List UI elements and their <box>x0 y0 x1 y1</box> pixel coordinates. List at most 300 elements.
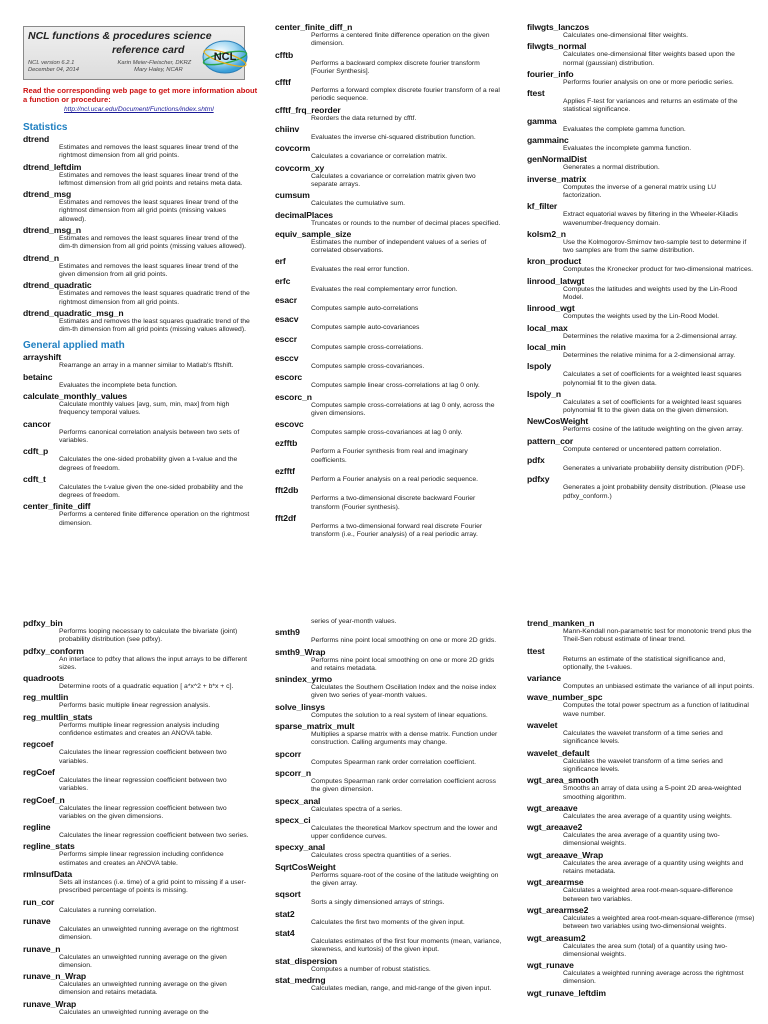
function-description: Computes Spearman rank order correlation coefficient across the given dimension. <box>311 777 496 794</box>
function-name: lspoly <box>527 361 552 372</box>
function-entry <box>275 627 507 645</box>
function-description: Extract equatorial waves by filtering in the Wheeler-Kiladis wavenumber-frequency domain. <box>563 211 738 227</box>
function-description: Calculates a covariance or correlation matrix given two separate arrays. <box>311 172 476 188</box>
function-entry <box>23 897 255 915</box>
function-name: dtrend <box>23 134 50 144</box>
function-description: Computes an unbiased estimate the variance of all input points. <box>563 683 755 691</box>
function-entry <box>275 466 507 484</box>
function-description: Computes the inverse of a general matrix using LU factorization. <box>563 183 717 199</box>
function-entry <box>23 916 255 943</box>
function-entry <box>275 928 507 955</box>
function-description: Calculates the first two moments of the given input. <box>311 918 465 926</box>
function-name: wgt_area_smooth <box>527 775 599 786</box>
function-description: Performs a two-dimensional forward real discrete Fourier transform (i.e., Fourier analysis) of a real periodic array. <box>311 522 483 539</box>
function-entry <box>23 767 255 794</box>
function-description: Performs nine point local smoothing on one or more 2D grids. <box>311 637 497 645</box>
bottom-col3-list <box>527 618 759 998</box>
function-description: Computes the solution to a real system of linear equations. <box>311 711 488 719</box>
function-entry <box>527 69 759 87</box>
function-name: wgt_arearmse2 <box>527 904 589 915</box>
function-description: Calculates the linear regression coefficient between two variables on the given dimensions. <box>59 804 227 820</box>
function-entry <box>527 720 759 747</box>
function-entry <box>275 143 507 161</box>
function-name: wavelet_default <box>527 747 590 758</box>
function-name: filwgts_normal <box>527 41 587 52</box>
function-entry <box>275 956 507 974</box>
function-entry <box>527 877 759 904</box>
function-name: covcorm_xy <box>275 162 325 173</box>
function-description: Use the Kolmogorov-Smirnov two-sample test to determine if two samples are from the same distribution. <box>563 238 747 255</box>
read-note: Read the corresponding web page to get more information about a function or procedure: <box>23 86 258 104</box>
function-description: Estimates and removes the least squares linear trend of the leftmost dimension from all grid points and retains meta data. <box>59 171 243 187</box>
bottom-column-3 <box>527 618 759 1024</box>
function-name: regline_stats <box>23 841 75 852</box>
function-entry <box>275 334 507 352</box>
meta-row-1 <box>28 60 191 66</box>
function-description: Calculates the theoretical Markov spectrum and the lower and upper confidence curves. <box>311 824 498 841</box>
function-name: cancor <box>23 418 51 429</box>
function-name: wgt_runave <box>527 960 574 971</box>
function-name: cfftb <box>275 49 294 60</box>
function-entry <box>275 77 507 104</box>
function-description: Evaluates the real error function. <box>311 266 410 274</box>
function-description: Evaluates the incomplete gamma function. <box>563 145 692 153</box>
function-name: specx_anal <box>275 795 321 806</box>
function-entry <box>23 822 255 840</box>
function-description: Calculates median, range, and mid-range of the given input. <box>311 984 492 992</box>
function-name: variance <box>527 673 562 684</box>
function-name: pdfxy_bin <box>23 618 63 628</box>
function-entry <box>527 276 759 303</box>
function-entry <box>527 88 759 115</box>
function-name: fft2db <box>275 485 299 496</box>
function-name: erf <box>275 256 286 267</box>
function-entry <box>275 702 507 720</box>
function-name: cfftf <box>275 77 291 88</box>
function-name: runave <box>23 915 51 926</box>
function-description: Computes the latitudes and weights used by the Lin-Rood Model. <box>563 285 738 302</box>
title-line-1: NCL functions & procedures science <box>28 30 212 42</box>
section-heading: General applied math <box>23 340 125 352</box>
bottom-col1-list <box>23 618 255 1017</box>
function-name: center_finite_diff_n <box>275 22 353 32</box>
function-entry <box>275 485 507 512</box>
function-name: NewCosWeight <box>527 416 589 427</box>
function-description: Calculates one-dimensional filter weights. <box>563 32 689 39</box>
function-description: Reorders the data returned by cfftf. <box>311 114 417 122</box>
function-name: smth9_Wrap <box>275 646 326 657</box>
function-name: gamma <box>527 115 557 126</box>
function-description: Computes the Kronecker product for two-dimensional matrices. <box>563 266 754 274</box>
function-description: Computes sample cross-correlations. <box>311 343 424 351</box>
function-name: rmInsufData <box>23 869 73 880</box>
function-name: ttest <box>527 645 545 656</box>
function-description: Estimates and removes the least squares linear trend of the rightmost dimension from all grid points. <box>59 144 239 160</box>
function-entry <box>527 474 759 501</box>
function-entry <box>23 712 255 739</box>
function-entry <box>527 673 759 691</box>
function-entry <box>527 646 759 673</box>
function-entry <box>527 256 759 274</box>
function-entry <box>275 909 507 927</box>
function-entry <box>23 474 255 501</box>
function-name: ftest <box>527 88 545 99</box>
function-name: wavelet <box>527 720 558 731</box>
function-name: spcorr_n <box>275 767 311 778</box>
function-name: fourier_info <box>527 68 574 79</box>
function-name: ezfftf <box>275 466 295 477</box>
function-entry <box>527 822 759 849</box>
function-entry <box>527 389 759 416</box>
function-entry <box>275 647 507 674</box>
function-entry <box>527 342 759 360</box>
function-description: Rearrange an array in a manner similar to Matlab's fftshift. <box>59 362 234 370</box>
function-name: SqrtCosWeight <box>275 861 336 872</box>
function-description: Calculates the linear regression coefficient between two variables. <box>59 776 227 793</box>
function-entry <box>527 455 759 473</box>
author-1: Karin Meier-Fleischer, DKRZ <box>117 60 192 66</box>
function-entry <box>527 960 759 987</box>
function-entry <box>275 50 507 77</box>
function-name: decimalPlaces <box>275 209 333 220</box>
function-entry <box>527 803 759 821</box>
function-entry <box>275 438 507 465</box>
function-entry <box>275 163 507 190</box>
author-2: Mary Haley, NCAR <box>134 67 183 73</box>
function-entry <box>275 229 507 256</box>
function-entry <box>527 905 759 932</box>
function-name: runave_Wrap <box>23 998 77 1009</box>
function-name: dtrend_msg_n <box>23 225 82 236</box>
function-name: wgt_runave_leftdim <box>527 987 606 998</box>
function-name: sparse_matrix_mult <box>275 721 355 732</box>
function-entry <box>275 975 507 993</box>
function-name: dtrend_n <box>23 252 59 263</box>
function-name: inverse_matrix <box>527 173 587 184</box>
function-description: Perform a Fourier synthesis from real and imaginary coefficients. <box>311 448 468 464</box>
function-name: wgt_arearmse <box>527 877 584 888</box>
function-description: Computes sample cross-correlations at lag 0 only, across the given dimensions. <box>311 401 495 417</box>
function-description: Computes the total power spectrum as a function of latitudinal wave number. <box>563 702 749 718</box>
function-name: stat2 <box>275 908 295 919</box>
function-description: Evaluates the complete gamma function. <box>563 125 686 133</box>
function-description: Applies F-test for variances and returns an estimate of the statistical significance. <box>563 98 738 114</box>
function-name: solve_linsys <box>275 701 325 712</box>
function-description: Calculates a running correlation. <box>59 906 157 914</box>
function-description: Evaluates the incomplete beta function. <box>59 381 178 389</box>
function-description: An interface to pdfxy that allows the input arrays to be different sizes. <box>59 655 248 671</box>
function-description: Calculates one-dimensional filter weights based upon the normal (gaussian) distribution. <box>563 51 735 67</box>
function-entry <box>527 41 759 68</box>
function-description: Performs basic multiple linear regression analysis. <box>59 702 211 710</box>
function-description: Calculates the area average of a quantity using weights and retains metadata. <box>563 859 744 876</box>
function-name: sqsort <box>275 889 301 900</box>
function-entry <box>527 174 759 201</box>
function-description: Computes sample auto-covariances <box>311 324 420 332</box>
function-description: Performs a two-dimensional discrete backward Fourier transform (Fourier synthesis). <box>311 495 476 511</box>
function-description: Calculates cross spectra quantities of a series. <box>311 852 452 860</box>
bottom-column-2 <box>275 618 507 1024</box>
function-name: lspoly_n <box>527 388 562 399</box>
function-description: Performs nine point local smoothing on one or more 2D grids and retains metadata. <box>311 656 495 672</box>
function-entry <box>275 392 507 419</box>
function-entry <box>23 352 255 370</box>
bottom-col2-list <box>275 618 507 993</box>
function-name: cfftf_frq_reorder <box>275 104 341 115</box>
function-description: Calculates an unweighted running average on the <box>59 1008 209 1016</box>
function-entry <box>23 646 255 673</box>
function-description: Returns an estimate of the statistical significance and, optionally, the t-values. <box>563 655 726 671</box>
function-description: Sets all instances (i.e. time) of a grid point to missing if a user-prescribed percentage of points is missing. <box>59 879 246 895</box>
function-entry <box>23 280 255 307</box>
date-text: December 04, 2014 <box>28 67 79 73</box>
function-name: dtrend_msg <box>23 189 72 200</box>
function-description: Computes the weights used by the Lin-Rood Model. <box>563 313 720 321</box>
function-name: escovc <box>275 419 304 430</box>
function-entry <box>527 748 759 775</box>
function-description: Calculates the area average of a quantity using two-dimensional weights. <box>563 832 720 848</box>
function-description: Computes sample cross-covariances. <box>311 362 425 370</box>
function-entry <box>527 303 759 321</box>
function-name: regCoef_n <box>23 794 65 805</box>
function-description: Calculates an unweighted running average on the rightmost dimension. <box>59 925 239 942</box>
function-entry <box>23 162 255 189</box>
function-description: Calculates spectra of a series. <box>311 805 403 813</box>
function-entry <box>23 999 255 1017</box>
function-description: Estimates and removes the least squares linear trend of the rightmost dimension from all grid points (missing values allowed). <box>59 199 239 223</box>
function-entry <box>527 436 759 454</box>
function-description: Generates a joint probability density distribution. (Please use pdfxy_conform.) <box>563 484 746 500</box>
function-entry <box>527 323 759 341</box>
function-description: Calculates an unweighted running average on the given dimension. <box>59 953 227 969</box>
function-name: trend_manken_n <box>527 618 595 628</box>
function-entry <box>527 775 759 802</box>
function-description: Computes Spearman rank order correlation coefficient. <box>311 758 476 766</box>
function-name: runave_n <box>23 943 61 954</box>
top-col3-list <box>527 22 759 501</box>
function-description: Calculates the linear regression coefficient between two series. <box>59 832 249 840</box>
function-description: Performs simple linear regression including confidence estimates and creates an ANOVA table. <box>59 851 224 867</box>
function-description: Computes sample cross-covariances at lag 0 only. <box>311 429 463 437</box>
function-entry <box>527 201 759 228</box>
function-entry <box>275 815 507 842</box>
function-entry <box>527 692 759 719</box>
function-entry <box>275 105 507 123</box>
function-entry <box>527 22 759 40</box>
function-description: Calculates the area sum (total) of a quantity using two-dimensional weights. <box>563 942 728 958</box>
function-description: Multiplies a sparse matrix with a dense matrix. Function under construction. Calling arguments may change. <box>311 731 498 747</box>
function-name: esccr <box>275 333 297 344</box>
function-description: Estimates and removes the least squares linear trend of the dim-th dimension from all grid points (missing values allowed). <box>59 235 246 251</box>
version-text: NCL version 6.2.1 <box>28 60 75 66</box>
function-entry <box>275 210 507 228</box>
function-name: chiinv <box>275 124 300 135</box>
function-description: Calculates the t-value given the one-sided probability and the degrees of freedom. <box>59 483 244 500</box>
function-name: fft2df <box>275 512 296 523</box>
function-name: pattern_cor <box>527 435 574 446</box>
function-name: covcorm <box>275 143 311 154</box>
function-name: cumsum <box>275 190 310 201</box>
function-name: stat_medrng <box>275 974 326 985</box>
function-name: dtrend_quadratic <box>23 280 92 291</box>
function-description: Calculates the area average of a quantity using weights. <box>563 812 732 820</box>
top-column-3 <box>527 22 759 598</box>
top-col2-list <box>275 22 507 540</box>
function-description: Generates a normal distribution. <box>563 164 660 172</box>
function-entry <box>23 971 255 998</box>
function-description: Calculates estimates of the first four moments (mean, variance, skewness, and kurtosis) of the given input. <box>311 937 502 954</box>
function-name: reg_multlin_stats <box>23 711 93 722</box>
function-description: Performs cosine of the latitude weighting on the given array. <box>563 426 744 434</box>
function-name: linrood_wgt <box>527 303 575 314</box>
function-entry <box>527 416 759 434</box>
function-entry <box>527 154 759 172</box>
function-name: wgt_areaave_Wrap <box>527 849 604 860</box>
function-entry <box>275 295 507 313</box>
function-entry <box>275 842 507 860</box>
function-entry <box>527 135 759 153</box>
function-entry <box>275 353 507 371</box>
function-name: stat_dispersion <box>275 955 338 966</box>
function-entry <box>275 190 507 208</box>
function-name: filwgts_lanczos <box>527 22 590 32</box>
function-description: Performs canonical correlation analysis between two sets of variables. <box>59 428 240 444</box>
function-entry <box>23 189 255 224</box>
function-name: dtrend_leftdim <box>23 161 82 172</box>
function-entry <box>275 124 507 142</box>
function-name: cdft_p <box>23 446 49 457</box>
function-description: Computes a number of robust statistics. <box>311 965 431 973</box>
function-entry <box>275 22 507 49</box>
function-description: Computes sample linear cross-correlations at lag 0 only. <box>311 382 480 390</box>
function-name: run_cor <box>23 896 55 907</box>
function-name: esccv <box>275 352 299 363</box>
function-name: escorc_n <box>275 391 312 402</box>
title-line-2: reference card <box>112 44 185 56</box>
function-entry <box>275 768 507 795</box>
function-entry <box>527 116 759 134</box>
function-name: kolsm2_n <box>527 228 566 239</box>
function-entry <box>275 796 507 814</box>
function-name: snindex_yrmo <box>275 674 333 685</box>
function-description: Mann-Kendall non-parametric test for monotonic trend plus the Theil-Sen robust estimate of linear trend. <box>563 628 752 644</box>
function-description: Estimates and removes the least squares linear trend of the given dimension from all grid points. <box>59 262 239 278</box>
function-description: Calculates the wavelet transform of a time series and significance levels. <box>563 730 723 746</box>
function-description: Smooths an array of data using a 5-point 2D area-weighted smoothing algorithm. <box>563 785 742 801</box>
function-entry <box>275 513 507 540</box>
function-entry <box>275 862 507 889</box>
function-name: calculate_monthly_values <box>23 391 128 402</box>
function-name: kron_product <box>527 256 582 267</box>
function-entry <box>275 618 507 626</box>
function-description: Calculates the wavelet transform of a time series and significance levels. <box>563 757 723 773</box>
function-name: esacv <box>275 314 299 325</box>
function-entry <box>527 850 759 877</box>
function-entry <box>527 361 759 388</box>
function-description: Calculates a weighted area root-mean-square-difference between two variables. <box>563 887 733 903</box>
function-description: Performs square-root of the cosine of the latitude weighting on the given array. <box>311 871 499 888</box>
function-description: Evaluates the real complementary error function. <box>311 285 458 293</box>
function-name: runave_n_Wrap <box>23 971 87 982</box>
function-description: Perform a Fourier analysis on a real periodic sequence. <box>311 476 478 484</box>
section-heading: Statistics <box>23 122 68 133</box>
function-description: Calculates a set of coefficients for a weighted least squares polynomial fit to the given data. <box>563 371 742 387</box>
logo-text: NCL <box>213 51 237 63</box>
function-name: kf_filter <box>527 201 558 212</box>
meta-row-2 <box>28 67 183 73</box>
function-entry <box>23 673 255 691</box>
function-description: Calculates a weighted area root-mean-square-difference (rmse) between two variables using two-dimensional weights. <box>563 914 755 931</box>
function-description: Performs a centered finite difference operation on the given dimension. <box>311 32 490 48</box>
function-description: Generates a univariate probability density distribution (PDF). <box>563 465 745 473</box>
function-name: regline <box>23 822 51 833</box>
function-name: pdfxy_conform <box>23 645 84 656</box>
function-name: gammainc <box>527 135 569 146</box>
function-description: Calculates the Southern Oscillation Index and the noise index given two series of year-month values. <box>311 684 497 700</box>
function-entry <box>527 988 759 998</box>
function-description: Performs a backward complex discrete fourier transform [Fourier Synthesis]. <box>311 59 480 75</box>
function-description: Compute centered or uncentered pattern correlation. <box>563 445 722 453</box>
function-entry <box>275 721 507 748</box>
function-entry <box>275 419 507 437</box>
function-description: Performs a centered finite difference operation on the rightmost dimension. <box>59 511 250 527</box>
function-name: quadroots <box>23 673 65 684</box>
function-entry <box>275 372 507 390</box>
function-description: Estimates the number of independent values of a series of correlated observations. <box>311 238 487 255</box>
function-name: specx_ci <box>275 814 311 825</box>
function-entry <box>23 372 255 390</box>
function-name: local_max <box>527 322 568 333</box>
function-description: Estimates and removes the least squares quadratic trend of the rightmost dimension from all grid points. <box>59 290 250 306</box>
function-entry <box>23 391 255 418</box>
function-entry <box>527 618 759 645</box>
function-name: reg_multlin <box>23 692 69 703</box>
bottom-column-1 <box>23 618 255 1024</box>
function-entry <box>23 253 255 280</box>
function-name: local_min <box>527 341 566 352</box>
function-entry <box>23 944 255 971</box>
ncl-logo-icon <box>200 36 250 76</box>
function-name: spcorr <box>275 748 302 759</box>
function-name: genNormalDist <box>527 154 587 165</box>
function-name: equiv_sample_size <box>275 228 352 239</box>
function-name: cdft_t <box>23 473 46 484</box>
function-entry <box>23 841 255 868</box>
function-entry <box>23 446 255 473</box>
function-description: Calculates an unweighted running average on the given dimension and retains metadata. <box>59 981 227 997</box>
function-entry <box>275 314 507 332</box>
function-name: regcoef <box>23 739 54 750</box>
function-name: wgt_areaave <box>527 802 578 813</box>
top-col1-list <box>23 122 255 528</box>
function-entry <box>23 869 255 896</box>
function-entry <box>23 134 255 161</box>
function-description: Sorts a singly dimensioned arrays of strings. <box>311 899 445 907</box>
function-description: series of year-month values. <box>311 618 397 625</box>
function-description: Calculates the linear regression coefficient between two variables. <box>59 749 227 765</box>
function-description: Truncates or rounds to the number of decimal places specified. <box>311 219 501 227</box>
function-entry <box>275 749 507 767</box>
bottom-page <box>0 612 768 1024</box>
function-name: esacr <box>275 295 297 306</box>
function-entry <box>527 229 759 256</box>
docs-link[interactable]: http://ncl.ucar.edu/Document/Functions/index.shtml <box>64 106 214 113</box>
function-name: wgt_areaave2 <box>527 822 583 833</box>
function-description: Performs looping necessary to calculate the bivariate (joint) probability distribution (see pdfxy). <box>59 628 238 644</box>
function-description: Performs fourier analysis on one or more periodic series. <box>563 78 734 86</box>
function-description: Evaluates the inverse chi-squared distribution function. <box>311 134 476 142</box>
function-description: Determines the relative minima for a 2-dimensional array. <box>563 351 736 359</box>
